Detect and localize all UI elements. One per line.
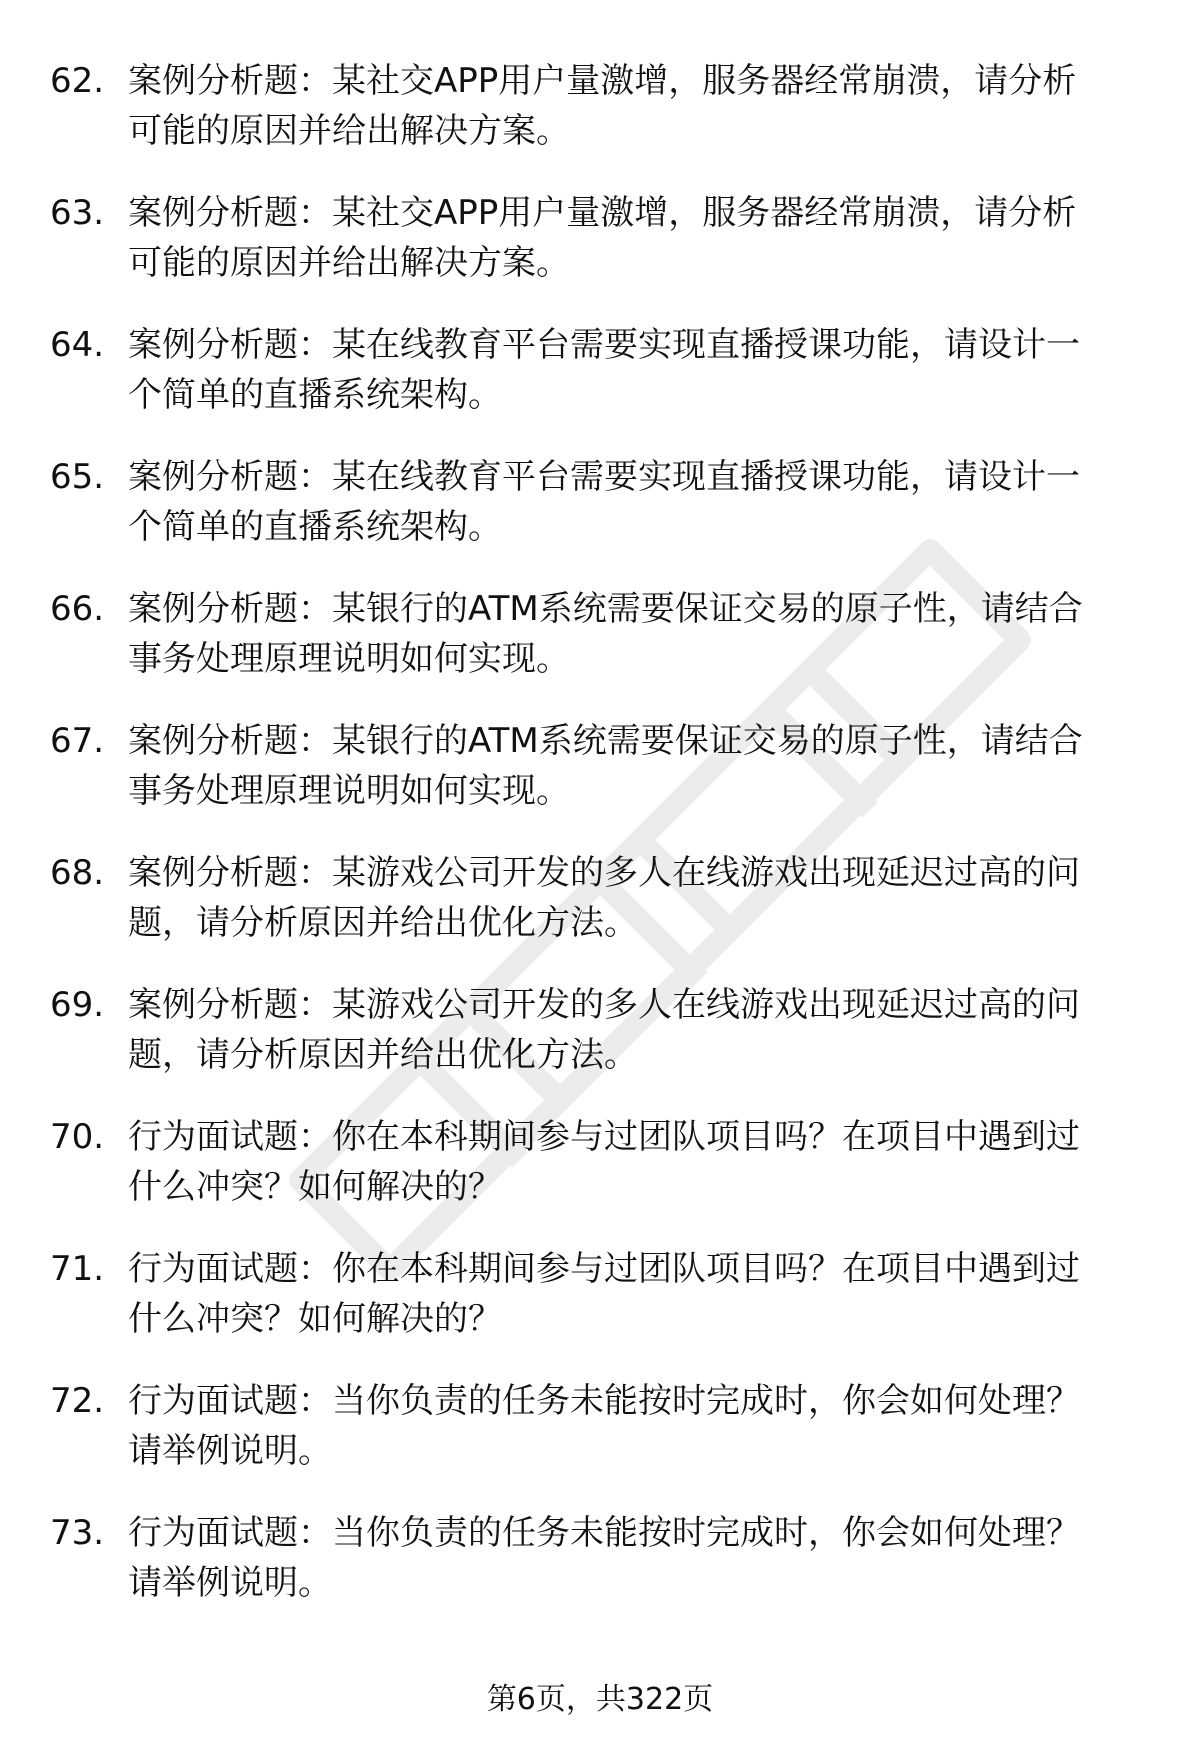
question-text: 行为面试题：当你负责的任务未能按时完成时，你会如何处理？ 请举例说明。 [128,1381,1080,1471]
question-text: 案例分析题：某社交APP用户量激增，服务器经常崩溃，请分析 可能的原因并给出解决方案。 [128,193,1077,283]
question-item-67 [0,716,1200,848]
question-item-69 [0,980,1200,1112]
question-text: 案例分析题：某社交APP用户量激增，服务器经常崩溃，请分析 可能的原因并给出解决方案。 [128,61,1077,151]
question-number: 67. [50,721,105,761]
question-text: 案例分析题：某游戏公司开发的多人在线游戏出现延迟过高的问 题，请分析原因并给出优化方法。 [128,985,1080,1075]
question-list [0,56,1200,1640]
question-number: 64. [50,325,105,365]
question-text: 案例分析题：某在线教育平台需要实现直播授课功能，请设计一 个简单的直播系统架构。 [128,457,1080,547]
question-number: 72. [50,1381,105,1421]
page-number-label: 第6页，共322页 [486,1682,714,1717]
question-item-71 [0,1244,1200,1376]
question-number: 63. [50,193,105,233]
page-footer [0,1680,1200,1720]
question-item-70 [0,1112,1200,1244]
question-text: 案例分析题：某银行的ATM系统需要保证交易的原子性，请结合 事务处理原理说明如何实现。 [128,589,1083,679]
question-number: 66. [50,589,105,629]
question-number: 65. [50,457,105,497]
question-number: 71. [50,1249,105,1289]
question-item-73 [0,1508,1200,1640]
question-item-63 [0,188,1200,320]
question-number: 70. [50,1117,105,1157]
question-item-68 [0,848,1200,980]
question-number: 73. [50,1513,105,1553]
question-text: 案例分析题：某银行的ATM系统需要保证交易的原子性，请结合 事务处理原理说明如何实现。 [128,721,1083,811]
question-text: 案例分析题：某游戏公司开发的多人在线游戏出现延迟过高的问 题，请分析原因并给出优化方法。 [128,853,1080,943]
question-text: 行为面试题：你在本科期间参与过团队项目吗？在项目中遇到过 什么冲突？如何解决的？ [128,1117,1080,1207]
question-item-62 [0,56,1200,188]
question-item-72 [0,1376,1200,1508]
question-text: 行为面试题：你在本科期间参与过团队项目吗？在项目中遇到过 什么冲突？如何解决的？ [128,1249,1080,1339]
question-text: 案例分析题：某在线教育平台需要实现直播授课功能，请设计一 个简单的直播系统架构。 [128,325,1080,415]
question-item-65 [0,452,1200,584]
question-item-64 [0,320,1200,452]
question-number: 62. [50,61,105,101]
question-item-66 [0,584,1200,716]
question-text: 行为面试题：当你负责的任务未能按时完成时，你会如何处理？ 请举例说明。 [128,1513,1080,1603]
question-number: 69. [50,985,105,1025]
question-number: 68. [50,853,105,893]
